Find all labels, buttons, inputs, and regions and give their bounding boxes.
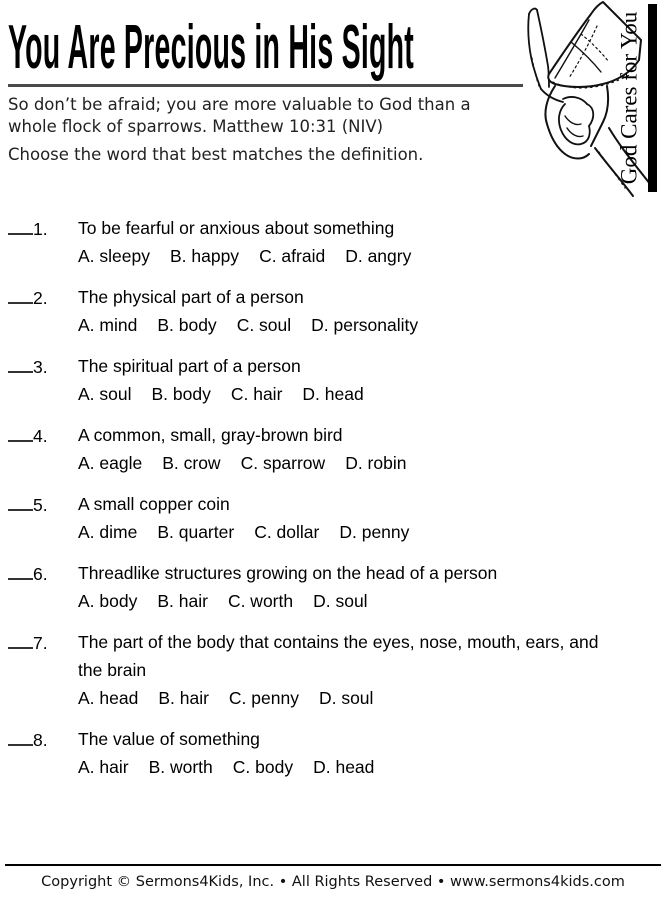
options-row <box>78 380 658 408</box>
question-body <box>78 628 658 712</box>
question-body <box>78 214 658 270</box>
question-text: A small copper coin <box>78 494 230 514</box>
answer-blank <box>8 214 33 235</box>
header-illustration <box>491 0 666 200</box>
question-number: 4. <box>33 426 48 446</box>
option-b: B. worth <box>148 757 213 777</box>
question-text: The physical part of a person <box>78 287 304 307</box>
question-item-8 <box>8 725 658 781</box>
question-body <box>78 352 658 408</box>
verse-line-2: whole flock of sparrows. Matthew 10:31 (NIV) <box>8 117 384 136</box>
answer-blank <box>8 490 33 511</box>
option-c: C. afraid <box>259 246 326 266</box>
question-number-cell <box>8 352 78 408</box>
option-b: B. quarter <box>157 522 235 542</box>
option-b: B. hair <box>157 591 208 611</box>
option-d: D. soul <box>313 591 368 611</box>
page-title-text: You Are Precious in His Sight <box>8 13 415 82</box>
question-item-2 <box>8 283 658 339</box>
options-row <box>78 518 658 546</box>
option-d: D. penny <box>339 522 410 542</box>
question-body <box>78 559 658 615</box>
options-row <box>78 449 658 477</box>
option-d: D. head <box>302 384 364 404</box>
question-number: 1. <box>33 219 48 239</box>
option-c: C. body <box>232 757 294 777</box>
option-d: D. robin <box>345 453 407 473</box>
option-c: C. penny <box>228 688 299 708</box>
options-row <box>78 311 658 339</box>
option-c: C. dollar <box>254 522 320 542</box>
footer <box>5 864 661 905</box>
question-text: Threadlike structures growing on the head of a person <box>78 563 498 583</box>
question-text: A common, small, gray-brown bird <box>78 425 343 445</box>
question-number: 3. <box>33 357 48 377</box>
question-text: The part of the body that contains the eyes, nose, mouth, ears, and <box>78 632 599 652</box>
question-item-7 <box>8 628 658 712</box>
options-row <box>78 587 658 615</box>
options-row <box>78 684 658 712</box>
answer-blank <box>8 628 33 649</box>
answer-blank <box>8 421 33 442</box>
option-b: B. body <box>151 384 211 404</box>
question-number: 7. <box>33 633 48 653</box>
option-d: D. personality <box>311 315 419 335</box>
option-b: B. body <box>157 315 217 335</box>
option-c: C. worth <box>227 591 294 611</box>
option-a: A. mind <box>78 315 138 335</box>
question-item-4 <box>8 421 658 477</box>
answer-blank <box>8 283 33 304</box>
option-a: A. soul <box>78 384 132 404</box>
question-number-cell <box>8 725 78 781</box>
option-b: B. hair <box>158 688 209 708</box>
option-d: D. head <box>313 757 375 777</box>
option-a: A. head <box>78 688 139 708</box>
question-number-cell <box>8 421 78 477</box>
question-number-cell <box>8 283 78 339</box>
option-a: A. hair <box>78 757 129 777</box>
option-d: D. angry <box>345 246 412 266</box>
question-number: 2. <box>33 288 48 308</box>
vertical-divider-bar <box>648 4 657 192</box>
question-item-5 <box>8 490 658 546</box>
answer-blank <box>8 352 33 373</box>
question-item-3 <box>8 352 658 408</box>
question-number-cell <box>8 214 78 270</box>
vertical-caption: God Cares for You <box>616 11 642 185</box>
option-a: A. body <box>78 591 138 611</box>
options-row <box>78 753 658 781</box>
question-number-cell <box>8 559 78 615</box>
question-item-1 <box>8 214 658 270</box>
title-divider-rule <box>8 84 523 87</box>
question-text: The value of something <box>78 729 260 749</box>
option-a: A. eagle <box>78 453 143 473</box>
question-text-line2: the brain <box>78 660 147 680</box>
question-number: 6. <box>33 564 48 584</box>
answer-blank <box>8 725 33 746</box>
question-item-6 <box>8 559 658 615</box>
question-text: The spiritual part of a person <box>78 356 301 376</box>
question-body <box>78 421 658 477</box>
option-b: B. crow <box>162 453 221 473</box>
question-number: 5. <box>33 495 48 515</box>
question-body <box>78 283 658 339</box>
verse-line-1: So don’t be afraid; you are more valuable to God than a <box>8 95 471 114</box>
option-b: B. happy <box>169 246 240 266</box>
copyright-text: Copyright © Sermons4Kids, Inc. • All Rights Reserved • www.sermons4kids.com <box>41 874 625 890</box>
option-a: A. dime <box>78 522 138 542</box>
option-d: D. soul <box>318 688 374 708</box>
question-number-cell <box>8 490 78 546</box>
question-body <box>78 725 658 781</box>
option-c: C. hair <box>230 384 283 404</box>
questions-list <box>8 214 658 781</box>
question-text: To be fearful or anxious about something <box>78 218 395 238</box>
question-number: 8. <box>33 730 48 750</box>
option-a: A. sleepy <box>78 246 150 266</box>
option-c: C. soul <box>236 315 292 335</box>
question-number-cell <box>8 628 78 712</box>
options-row <box>78 242 658 270</box>
instruction-text: Choose the word that best matches the definition. <box>8 145 424 164</box>
question-body <box>78 490 658 546</box>
option-c: C. sparrow <box>240 453 326 473</box>
answer-blank <box>8 559 33 580</box>
